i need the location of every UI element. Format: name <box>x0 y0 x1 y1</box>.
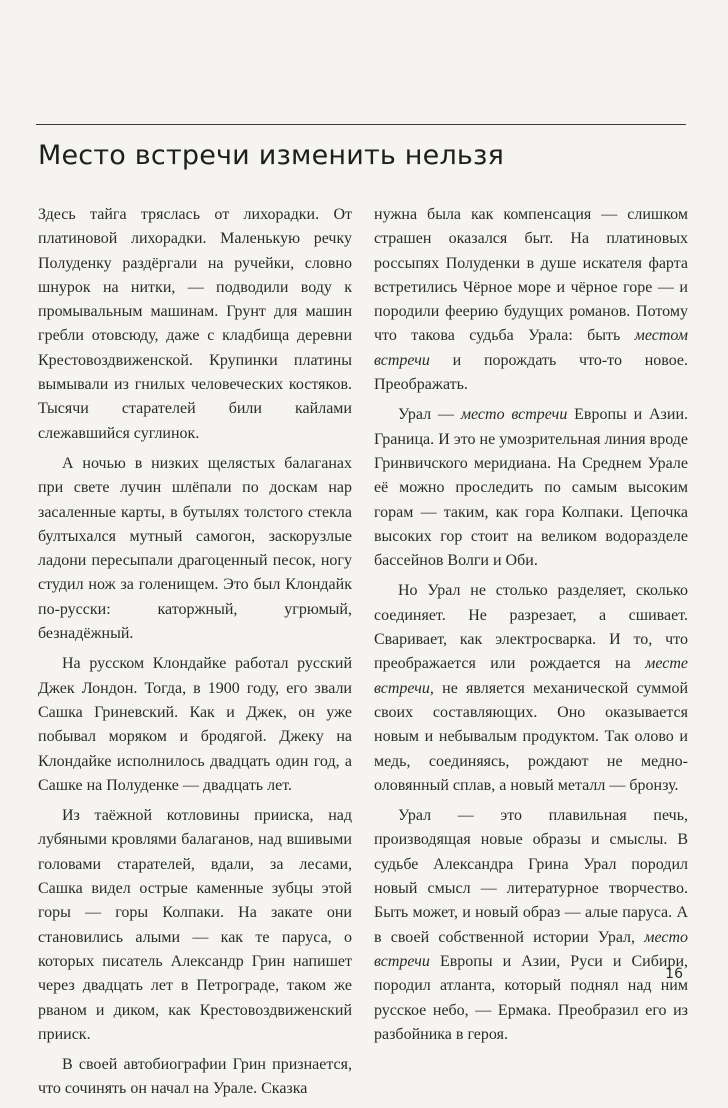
paragraph-text: , не является механической суммой своих составляющих. Оно оказывается новым и небывалым продуктом. Так олово и медь, соединяясь, рождают не медно-оловянный сплав, а новый металл — бронзу. <box>374 679 688 794</box>
paragraph <box>374 203 688 397</box>
paragraph <box>374 403 688 573</box>
emphasis: месте встречи <box>374 655 688 697</box>
paragraph: В своей автобиографии Грин признается, что сочинять он начал на Урале. Сказка <box>38 1056 352 1098</box>
paragraph: Из таёжной котловины прииска, над лубяными кровлями балаганов, над вшивыми головами старателей, вдали, за лесами, Сашка видел острые каменные зубцы этой горы — горы Колпаки. На закате они становились алыми — как те паруса, о которых писатель Александр Грин напишет через двадцать лет в Петрограде, таком же рваном и диком, как Крестовоздвиженский прииск. <box>38 807 352 1043</box>
page-number: 16 <box>665 966 683 982</box>
emphasis: место встречи <box>460 406 568 424</box>
header-rule <box>36 124 686 125</box>
emphasis: место встречи <box>374 928 688 970</box>
paragraph-text: и порождать что-то новое. Преображать. <box>374 351 688 394</box>
paragraph <box>374 804 688 1047</box>
page-title: Место встречи изменить нельзя <box>38 140 505 171</box>
left-column <box>38 203 352 1108</box>
paragraph: На русском Клондайке работал русский Джек Лондон. Тогда, в 1900 году, его звали Сашка Гриневский. Как и Джек, он уже побывал моряком и бродягой. Джеку на Клондайке исполнилось двадцать один год, а Сашке на Полуденке — двадцать лет. <box>38 655 352 794</box>
right-column <box>374 203 688 1053</box>
paragraph-text: нужна была как компенсация — слишком страшен оказался быт. На платиновых россыпях Полуденки в душе искателя фарта встретились Чёрное море и чёрное горе — и породили феерию будущих романов. Потому что такова судьба Урала: быть <box>374 206 688 345</box>
paragraph-text: Европы и Азии, Руси и Сибири, породил атланта, который поднял над ним русское небо, — Ермака. Преобразил его из разбойника в героя. <box>374 952 688 1043</box>
paragraph-text: Урал — это плавильная печь, производящая новые образы и смыслы. В судьбе Александра Грина Урал породил новый смысл — литературное творчество. Быть может, и новый образ — алые паруса. А в своей собственной истории Урал, <box>374 807 688 946</box>
paragraph-text: Европы и Азии. Граница. И это не умозрительная линия вроде Гринвичского меридиана. На Среднем Урале её можно проследить по самым высоким горам — таким, как гора Колпаки. Цепочка высоких гор стоит на великом водоразделе бассейнов Волги и Оби. <box>374 406 688 570</box>
emphasis: местом встречи <box>374 327 688 369</box>
paragraph-text: Урал — <box>398 406 461 424</box>
paragraph-text: Но Урал не столько разделяет, сколько соединяет. Не разрезает, а сшивает. Сваривает, как электросварка. И то, что преображается или рождается на <box>374 582 688 673</box>
paragraph: А ночью в низких щелястых балаганах при свете лучин шлёпали по доскам нар засаленные карты, в бутылях толстого стекла бултыхался мутный самогон, заскорузлые ладони пересыпали драгоценный песок, ногу студил нож за голенищем. Это был Клондайк по-русски: каторжный, угрюмый, безнадёжный. <box>38 454 352 643</box>
paragraph <box>374 579 688 798</box>
paragraph: Здесь тайга тряслась от лихорадки. От платиновой лихорадки. Маленькую речку Полуденку раздёргали на ручейки, словно шнурок на нитки, — подводили воду к промывальным машинам. Грунт для машин гребли отовсюду, даже с кладбища деревни Крестовоздвиженской. Крупинки платины вымывали из гнилых человеческих костяков. Тысячи старателей били кайлами слежавшийся суглинок. <box>38 206 352 442</box>
